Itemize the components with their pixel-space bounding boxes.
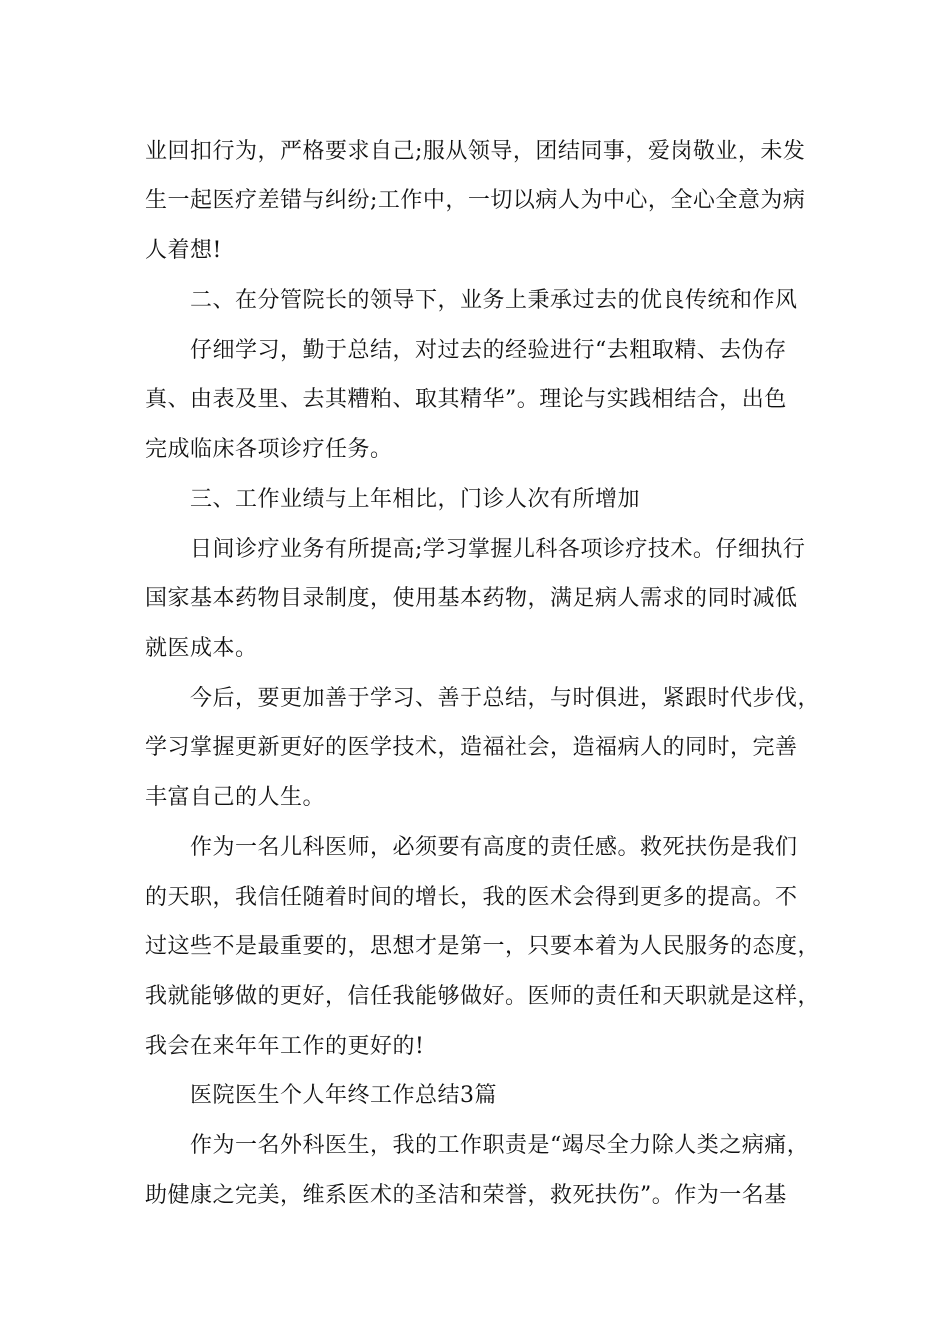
text-line: 我就能够做的更好，信任我能够做好。医师的责任和天职就是这样， xyxy=(145,984,821,1009)
section-heading: 二、在分管院长的领导下，业务上秉承过去的优良传统和作风 xyxy=(190,288,798,313)
section-title: 医院医生个人年终工作总结3篇 xyxy=(190,1083,497,1108)
text-line: 人着想! xyxy=(145,238,222,263)
text-line: 作为一名儿科医师，必须要有高度的责任感。救死扶伤是我们 xyxy=(190,835,798,860)
text-line: 今后，要更加善于学习、善于总结，与时俱进，紧跟时代步伐， xyxy=(190,686,821,711)
text-line: 我会在来年年工作的更好的! xyxy=(145,1034,425,1059)
text-line: 就医成本。 xyxy=(145,636,258,661)
text-line: 日间诊疗业务有所提高;学习掌握儿科各项诊疗技术。仔细执行 xyxy=(190,537,806,562)
text-line: 学习掌握更新更好的医学技术，造福社会，造福病人的同时，完善 xyxy=(145,735,798,760)
text-line: 业回扣行为，严格要求自己;服从领导，团结同事，爱岗敬业，未发 xyxy=(145,139,806,164)
text-line: 的天职，我信任随着时间的增长，我的医术会得到更多的提高。不 xyxy=(145,885,798,910)
text-line: 作为一名外科医生，我的工作职责是“竭尽全力除人类之病痛， xyxy=(190,1133,810,1158)
text-line: 仔细学习，勤于总结，对过去的经验进行“去粗取精、去伪存 xyxy=(190,338,787,363)
text-line: 丰富自己的人生。 xyxy=(145,785,326,810)
section-heading: 三、工作业绩与上年相比，门诊人次有所增加 xyxy=(190,487,641,512)
text-line: 助健康之完美，维系医术的圣洁和荣誉，救死扶伤”。作为一名基 xyxy=(145,1183,787,1208)
text-line: 真、由表及里、去其糟粕、取其精华”。理论与实践相结合，出色 xyxy=(145,387,787,412)
text-line: 完成临床各项诊疗任务。 xyxy=(145,437,393,462)
text-line: 生一起医疗差错与纠纷;工作中，一切以病人为中心，全心全意为病 xyxy=(145,188,806,213)
text-line: 国家基本药物目录制度，使用基本药物，满足病人需求的同时减低 xyxy=(145,586,798,611)
text-line: 过这些不是最重要的，思想才是第一，只要本着为人民服务的态度， xyxy=(145,934,821,959)
